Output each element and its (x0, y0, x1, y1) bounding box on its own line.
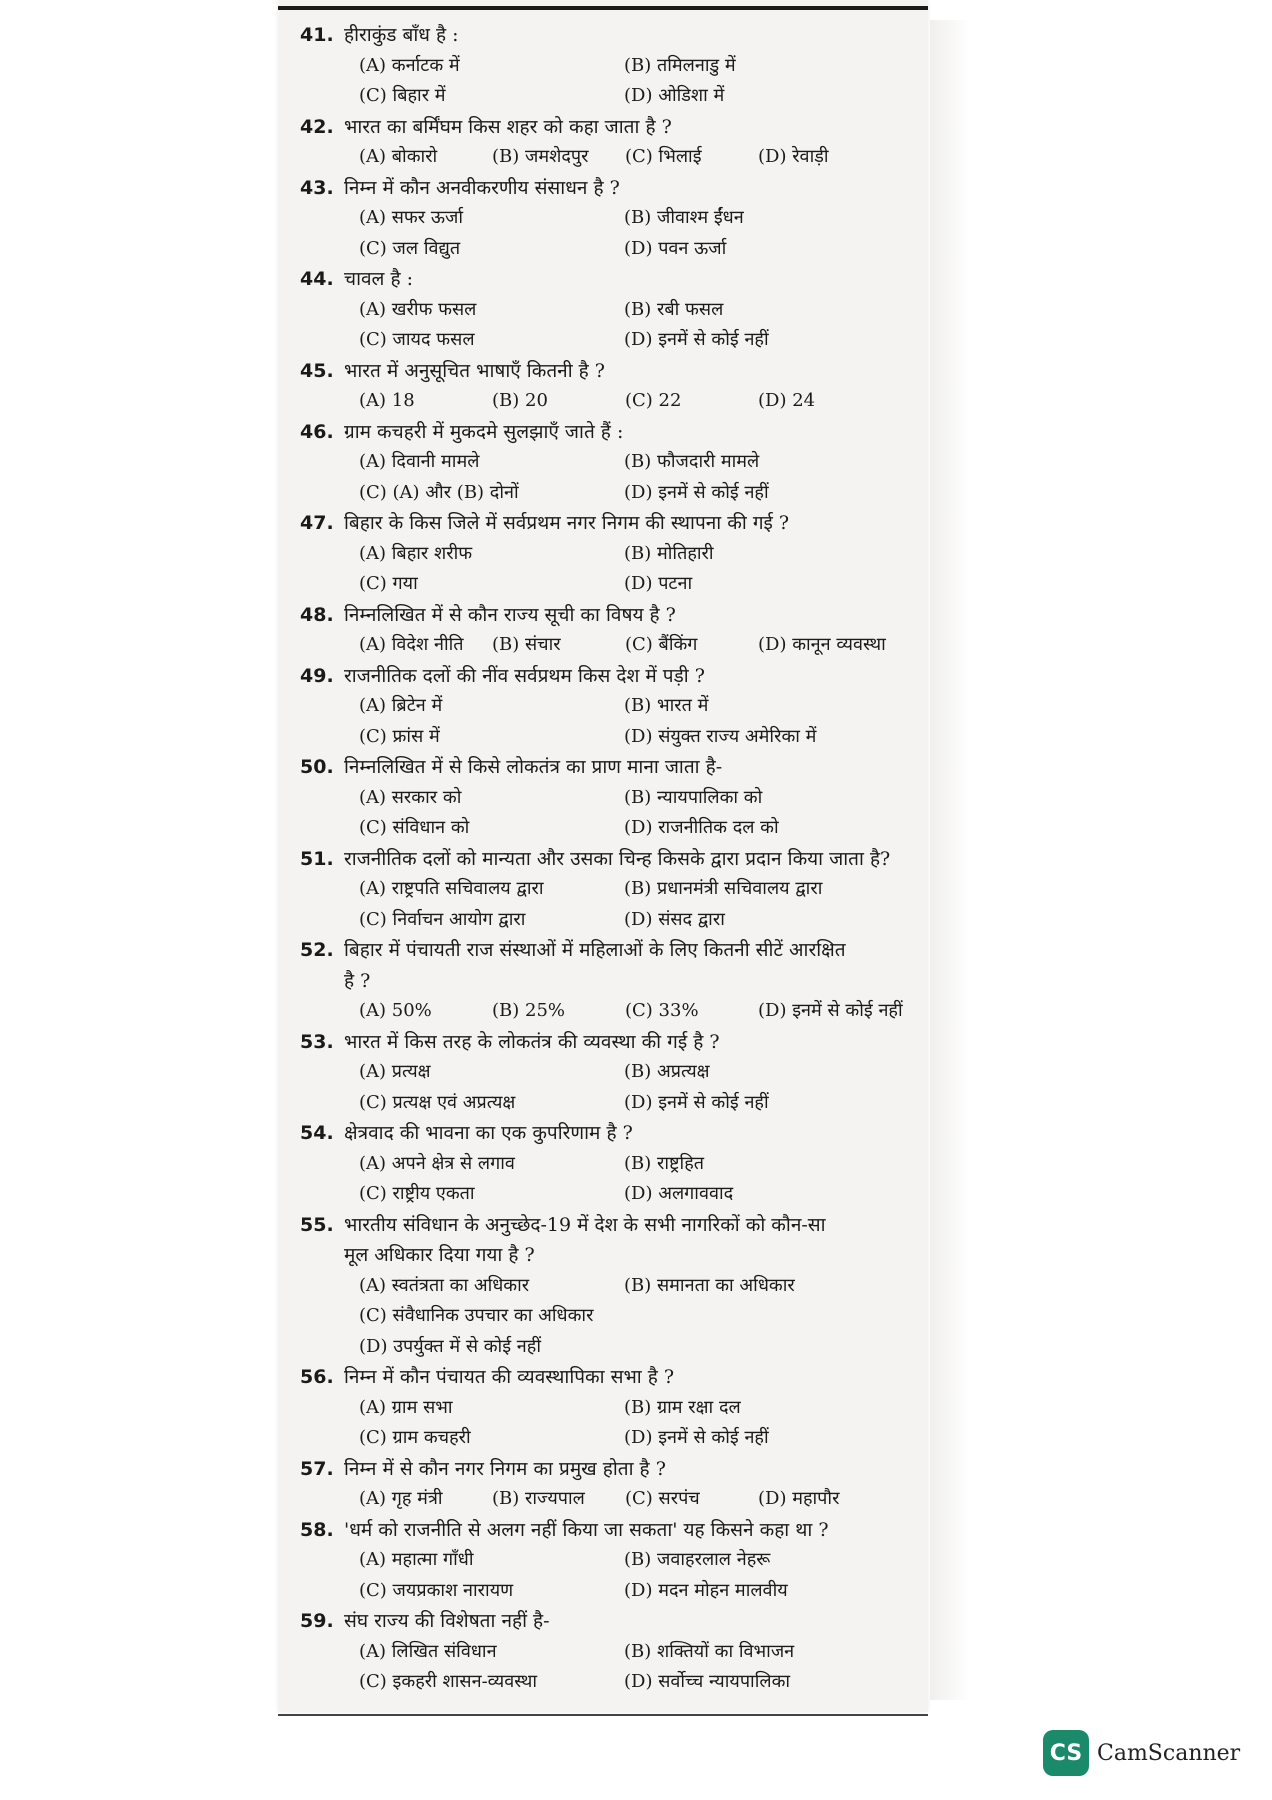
answer-option: (B) राष्ट्रहित (624, 1152, 705, 1174)
question-line (300, 20, 940, 51)
options-group (300, 142, 940, 173)
question-number: 52. (300, 939, 334, 961)
question-number: 50. (300, 756, 334, 778)
answer-option: (B) प्रधानमंत्री सचिवालय द्वारा (624, 878, 823, 899)
answer-option: (B) संचार (492, 634, 561, 655)
question-item (300, 1454, 940, 1515)
answer-option: (D) मदन मोहन मालवीय (624, 1579, 788, 1601)
question-text: 'धर्म को राजनीति से अलग नहीं किया जा सकता' यह किसने कहा था ? (344, 1518, 829, 1541)
question-text: है ? (344, 969, 371, 992)
camscanner-label: CamScanner (1097, 1740, 1241, 1766)
question-line (300, 661, 940, 692)
answer-option: (C) सरपंच (625, 1488, 700, 1509)
answer-option: (A) लिखित संविधान (359, 1640, 497, 1662)
question-line (300, 1240, 940, 1271)
answer-option: (C) प्रत्यक्ष एवं अप्रत्यक्ष (359, 1091, 516, 1113)
answer-option: (C) निर्वाचन आयोग द्वारा (359, 908, 526, 930)
question-item (300, 1027, 940, 1119)
question-text: भारत का बर्मिंघम किस शहर को कहा जाता है ? (344, 115, 672, 138)
answer-option: (D) इनमें से कोई नहीं (624, 1091, 769, 1113)
question-number: 44. (300, 268, 334, 290)
question-number: 55. (300, 1213, 334, 1236)
question-item (300, 417, 940, 509)
question-text: ग्राम कचहरी में मुकदमे सुलझाएँ जाते हैं : (344, 420, 624, 443)
question-number: 41. (300, 24, 334, 46)
options-group (300, 386, 940, 417)
answer-option: (A) बिहार शरीफ (359, 542, 473, 564)
answer-option: (B) राज्यपाल (492, 1488, 585, 1509)
camscanner-watermark (1043, 1730, 1240, 1776)
answer-option: (A) दिवानी मामले (359, 451, 480, 472)
options-group (300, 1637, 940, 1698)
question-number: 43. (300, 176, 334, 199)
answer-option: (A) राष्ट्रपति सचिवालय द्वारा (359, 878, 544, 899)
question-item (300, 264, 940, 356)
question-line (300, 264, 940, 295)
answer-option: (D) पटना (624, 573, 693, 594)
options-group (300, 691, 940, 752)
answer-option: (A) खरीफ फसल (359, 298, 477, 320)
answer-option: (C) ग्राम कचहरी (359, 1427, 471, 1448)
answer-option: (A) ब्रिटेन में (359, 695, 443, 716)
answer-option: (A) स्वतंत्रता का अधिकार (359, 1274, 530, 1296)
options-group (300, 874, 940, 935)
answer-option: (C) बिहार में (359, 85, 446, 106)
options-group (300, 996, 940, 1027)
question-text: हीराकुंड बाँध है : (344, 24, 459, 46)
answer-option: (B) अप्रत्यक्ष (624, 1061, 710, 1082)
question-text: चावल है : (344, 268, 414, 290)
answer-option: (A) 18 (359, 390, 415, 411)
question-item (300, 600, 940, 661)
options-group (300, 630, 940, 661)
question-text: मूल अधिकार दिया गया है ? (344, 1244, 535, 1266)
answer-option: (D) राजनीतिक दल को (624, 817, 779, 838)
question-number: 54. (300, 1122, 334, 1144)
options-group (300, 1057, 940, 1118)
question-text: निम्नलिखित में से कौन राज्य सूची का विषय है ? (344, 603, 676, 626)
question-number: 59. (300, 1610, 334, 1632)
answer-option: (B) जमशेदपुर (492, 146, 589, 167)
question-item (300, 1362, 940, 1454)
question-line (300, 935, 940, 966)
question-item (300, 1606, 940, 1698)
question-line (300, 966, 940, 997)
answer-option: (B) फौजदारी मामले (624, 451, 760, 472)
question-text: क्षेत्रवाद की भावना का एक कुपरिणाम है ? (344, 1122, 633, 1144)
top-rule (278, 6, 928, 10)
answer-option: (C) भिलाई (625, 146, 702, 167)
question-text: निम्न में कौन पंचायत की व्यवस्थापिका सभा है ? (344, 1366, 675, 1388)
question-text: भारत में अनुसूचित भाषाएँ कितनी है ? (344, 359, 605, 382)
answer-option: (D) महापौर (758, 1488, 840, 1509)
answer-option: (B) भारत में (624, 695, 709, 716)
question-text: भारतीय संविधान के अनुच्छेद-19 में देश के सभी नागरिकों को कौन-सा (344, 1213, 826, 1236)
answer-option: (B) 20 (492, 390, 548, 411)
question-item (300, 844, 940, 936)
answer-option: (A) ग्राम सभा (359, 1396, 453, 1418)
options-group (300, 1545, 940, 1606)
question-item (300, 112, 940, 173)
bottom-rule (278, 1714, 928, 1716)
question-text: राजनीतिक दलों को मान्यता और उसका चिन्ह किसके द्वारा प्रदान किया जाता है? (344, 847, 891, 870)
question-line (300, 1454, 940, 1485)
answer-option: (B) रबी फसल (624, 298, 724, 320)
answer-option: (D) संसद द्वारा (624, 908, 725, 930)
question-line (300, 1027, 940, 1058)
answer-option: (D) उपर्युक्त में से कोई नहीं (359, 1335, 541, 1357)
question-line (300, 1606, 940, 1637)
answer-option: (C) जल विद्युत (359, 237, 461, 259)
options-group (300, 539, 940, 600)
answer-option: (B) जीवाश्म ईंधन (624, 207, 744, 228)
question-number: 47. (300, 512, 334, 534)
question-number: 42. (300, 115, 334, 138)
options-group (300, 295, 940, 356)
options-group (300, 51, 940, 112)
question-text: बिहार के किस जिले में सर्वप्रथम नगर निगम की स्थापना की गई ? (344, 512, 790, 534)
question-number: 56. (300, 1366, 334, 1388)
question-item (300, 1515, 940, 1607)
answer-option: (C) (A) और (B) दोनों (359, 481, 519, 503)
camscanner-logo-icon: CS (1043, 1730, 1089, 1776)
answer-option: (A) कर्नाटक में (359, 54, 460, 76)
options-group (300, 1393, 940, 1454)
answer-option: (C) 33% (625, 1000, 699, 1021)
answer-option: (D) अलगाववाद (624, 1183, 734, 1204)
options-group (300, 1484, 940, 1515)
answer-option: (D) 24 (758, 390, 816, 411)
question-item (300, 1118, 940, 1210)
answer-option: (B) मोतिहारी (624, 542, 714, 564)
answer-option: (C) जायद फसल (359, 329, 475, 350)
answer-option: (C) बैंकिंग (625, 634, 698, 655)
answer-option: (C) संवैधानिक उपचार का अधिकार (359, 1305, 594, 1326)
question-line (300, 356, 940, 387)
question-list (300, 20, 940, 1698)
question-number: 58. (300, 1518, 334, 1541)
question-line (300, 417, 940, 448)
answer-option: (D) इनमें से कोई नहीं (624, 329, 769, 350)
answer-option: (B) तमिलनाडु में (624, 54, 736, 76)
question-number: 46. (300, 420, 334, 443)
question-number: 57. (300, 1457, 334, 1480)
answer-option: (D) संयुक्त राज्य अमेरिका में (624, 725, 817, 747)
question-line (300, 1515, 940, 1546)
question-number: 49. (300, 664, 334, 687)
answer-option: (A) महात्मा गाँधी (359, 1549, 474, 1570)
answer-option: (D) पवन ऊर्जा (624, 237, 727, 259)
question-item (300, 508, 940, 600)
question-line (300, 1118, 940, 1149)
question-line (300, 844, 940, 875)
answer-option: (C) जयप्रकाश नारायण (359, 1579, 514, 1601)
question-item (300, 661, 940, 753)
question-line (300, 508, 940, 539)
question-text: भारत में किस तरह के लोकतंत्र की व्यवस्था की गई है ? (344, 1030, 720, 1053)
question-item (300, 20, 940, 112)
answer-option: (D) इनमें से कोई नहीं (624, 481, 769, 503)
answer-option: (D) रेवाड़ी (758, 146, 829, 167)
answer-option: (B) 25% (492, 1000, 566, 1021)
answer-option: (D) कानून व्यवस्था (758, 634, 886, 655)
question-text: राजनीतिक दलों की नींव सर्वप्रथम किस देश में पड़ी ? (344, 664, 705, 687)
options-group (300, 447, 940, 508)
options-group (300, 1301, 940, 1332)
question-item (300, 752, 940, 844)
answer-option: (B) जवाहरलाल नेहरू (624, 1549, 771, 1570)
question-text: बिहार में पंचायती राज संस्थाओं में महिलाओं के लिए कितनी सीटें आरक्षित (344, 939, 846, 961)
answer-option: (D) इनमें से कोई नहीं (624, 1427, 769, 1448)
question-item (300, 173, 940, 265)
question-number: 45. (300, 359, 334, 382)
answer-option: (A) बोकारो (359, 146, 438, 167)
answer-option: (B) समानता का अधिकार (624, 1274, 795, 1296)
question-line (300, 112, 940, 143)
answer-option: (A) 50% (359, 1000, 432, 1021)
answer-option: (A) अपने क्षेत्र से लगाव (359, 1152, 515, 1174)
answer-option: (C) संविधान को (359, 817, 470, 838)
question-text: संघ राज्य की विशेषता नहीं है- (344, 1610, 550, 1632)
question-line (300, 600, 940, 631)
answer-option: (B) ग्राम रक्षा दल (624, 1396, 741, 1418)
answer-option: (A) गृह मंत्री (359, 1488, 443, 1509)
question-item (300, 935, 940, 1027)
answer-option: (C) गया (359, 573, 418, 594)
options-group (300, 203, 940, 264)
question-item (300, 1210, 940, 1363)
answer-option: (A) विदेश नीति (359, 634, 464, 655)
question-line (300, 1362, 940, 1393)
options-group (300, 783, 940, 844)
options-group (300, 1332, 940, 1363)
question-number: 51. (300, 847, 334, 870)
answer-option: (B) शक्तियों का विभाजन (624, 1640, 795, 1662)
question-item (300, 356, 940, 417)
question-text: निम्न में कौन अनवीकरणीय संसाधन है ? (344, 176, 620, 199)
question-text: निम्न में से कौन नगर निगम का प्रमुख होता है ? (344, 1457, 666, 1480)
answer-option: (D) इनमें से कोई नहीं (758, 1000, 903, 1021)
question-text: निम्नलिखित में से किसे लोकतंत्र का प्राण माना जाता है- (344, 756, 723, 778)
answer-option: (A) सरकार को (359, 786, 462, 808)
answer-option: (C) राष्ट्रीय एकता (359, 1183, 475, 1204)
answer-option: (C) इकहरी शासन-व्यवस्था (359, 1671, 538, 1692)
options-group (300, 1149, 940, 1210)
question-number: 48. (300, 603, 334, 626)
answer-option: (C) 22 (625, 390, 682, 411)
question-line (300, 173, 940, 204)
answer-option: (C) फ्रांस में (359, 725, 440, 747)
answer-option: (D) सर्वोच्च न्यायपालिका (624, 1671, 791, 1692)
answer-option: (A) प्रत्यक्ष (359, 1061, 431, 1082)
answer-option: (B) न्यायपालिका को (624, 786, 763, 808)
question-line (300, 1210, 940, 1241)
answer-option: (A) सफर ऊर्जा (359, 207, 464, 228)
question-number: 53. (300, 1030, 334, 1053)
answer-option: (D) ओडिशा में (624, 85, 725, 106)
options-group (300, 1271, 940, 1302)
question-line (300, 752, 940, 783)
